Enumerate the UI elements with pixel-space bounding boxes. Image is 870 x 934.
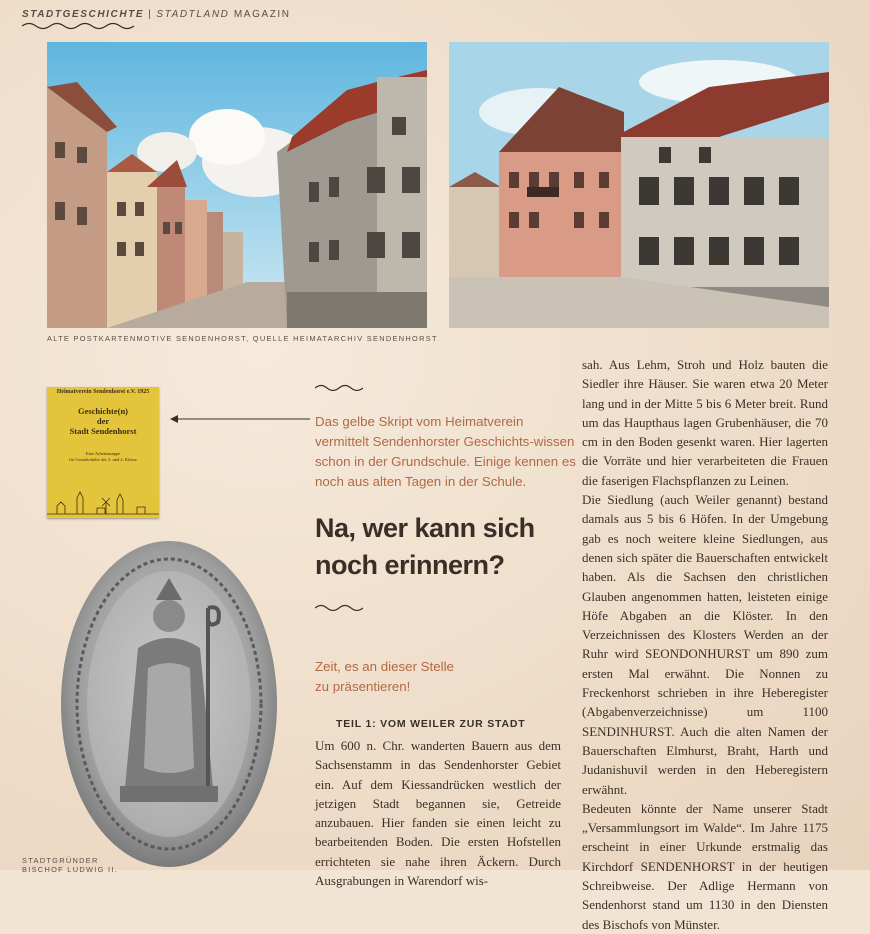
- body-text-right: [582, 355, 828, 934]
- part-heading: TEIL 1: VOM WEILER ZUR STADT: [336, 718, 526, 730]
- body-paragraph: Die Siedlung (auch Weiler genannt) bestand damals aus 5 bis 6 Höfen. In der Umgebung gab es noch weitere kleine Siedlungen, aus denen sich später die Bauerschaften entwickelt haben. Als die Sachsen den christlichen Glauben angenommen hatten, leisteten einige Höfe Abgaben an die Klöster. In den Verzeichnissen des Klosters Werden an der Ruhr wird SEONDONHURST um 890 zum ersten Mal erwähnt. Die Nonnen zu Freckenhorst schrieben in ihre Heberegister (Abgabenverzeichnisse) um 1100 SENDINHURST. Auch die alten Namen der Bauerschaften Elmhurst, Braht, Harth und Judanishuvil werden in den Heberegistern erwähnt.: [582, 492, 828, 797]
- header-separator: |: [148, 9, 153, 20]
- lead-text: [315, 657, 577, 697]
- founder-caption: [22, 856, 118, 874]
- booklet-title-line: Stadt Sendenhorst: [69, 426, 137, 436]
- lead-text-line: Zeit, es an dieser Stelle: [315, 659, 454, 674]
- booklet-title: [47, 406, 159, 436]
- booklet-subtitle: [51, 451, 155, 463]
- body-paragraph: Bedeuten könnte der Name unserer Stadt „Versammlungsort im Walde“. Im Jahre 1175 erscheint in einer Urkunde erstmalig das Kirchdorf SENDENHORST in der heutigen Schreibweise. Der Adlige Hermann von Sendenhorst stand um 1130 in den Diensten des Bischofs von Münster.: [582, 800, 828, 932]
- booklet-subtitle-line: für Grundschüler der 3. und 4. Klasse: [69, 457, 137, 462]
- booklet-skyline-illustration: [47, 488, 159, 518]
- intro-text: Das gelbe Skript vom Heimatverein vermittelt Sendenhorster Geschichts-wissen schon in der Grundschule. Einige kennen es noch aus alten Tagen in der Schule.: [315, 414, 576, 489]
- booklet-cover: [47, 387, 159, 518]
- lead-text-line: zu präsentieren!: [315, 679, 411, 694]
- body-text-middle: Um 600 n. Chr. wanderten Bauern aus dem Sachsenstamm in das Sendenhorster Gebiet ein. Auf dem Kiessandrücken westlich der jetzigen Stadt begannen sie, Getreide anzubauen. Hier fanden sie einen leicht zu bearbeitenden Boden. Die ersten Hofstellen errichteten sie nahe ihren Äckern. Durch Ausgrabungen in Warendorf wis-: [315, 738, 561, 889]
- magazine-name: STADTLAND: [156, 9, 230, 20]
- section-header: [22, 9, 291, 20]
- page-title-line: Na, wer kann sich: [315, 513, 535, 543]
- founder-seal-image: [58, 538, 280, 870]
- photo-caption: ALTE POSTKARTENMOTIVE SENDENHORST, QUELLE HEIMATARCHIV SENDENHORST: [47, 334, 438, 343]
- body-paragraph: sah. Aus Lehm, Stroh und Holz bauten die Siedler ihre Häuser. Sie waren etwa 20 Meter lang und in der Mitte 5 bis 6 Meter breit. Rund um das Haupthaus lagen Grubenhäuser, die 70 cm in den Boden gesenkt waren. Hier lagerten die Vorräte und hier verarbeiteten die Frauen die faserigen Flachspflanzen zu Leinen.: [582, 357, 828, 488]
- founder-caption-line: STADTGRÜNDER: [22, 856, 99, 865]
- postcard-photo-street: [47, 42, 427, 328]
- magazine-suffix: MAGAZIN: [233, 9, 291, 20]
- tilde-ornament: [315, 603, 363, 611]
- tilde-ornament: [315, 383, 363, 391]
- page-title-line: noch erinnern?: [315, 550, 505, 580]
- booklet-title-line: der: [96, 416, 110, 426]
- section-name: STADTGESCHICHTE: [22, 9, 145, 20]
- booklet-publisher: Heimatverein Sendenhorst e.V. 1925: [56, 389, 150, 395]
- postcard-photo-square: [449, 42, 829, 328]
- page-title: [315, 510, 577, 584]
- founder-caption-line: BISCHOF LUDWIG II.: [22, 865, 119, 874]
- header-squiggle: [22, 22, 140, 30]
- booklet-subtitle-line: Eine Arbeitsmappe: [85, 451, 121, 456]
- booklet-title-line: Geschichte(n): [77, 406, 129, 416]
- arrow-left-icon: [170, 413, 310, 425]
